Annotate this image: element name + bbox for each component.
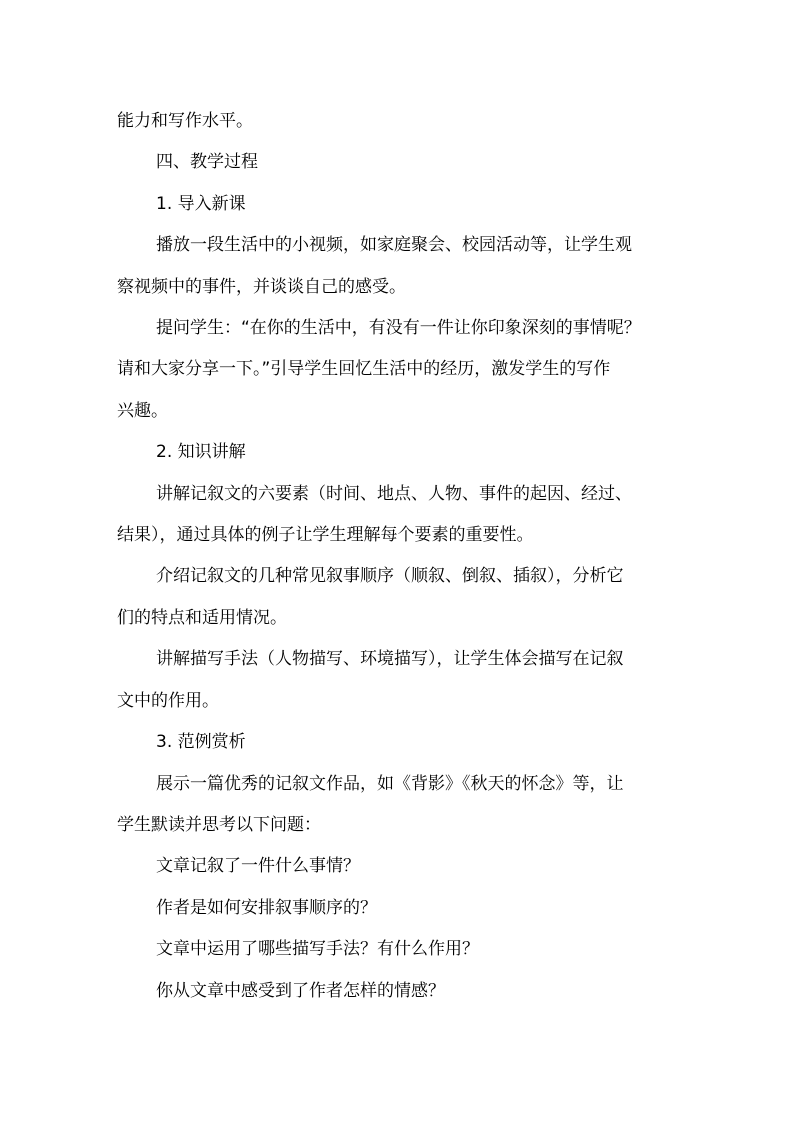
- paragraph-line: 讲解描写手法（人物描写、环境描写），让学生体会描写在记叙: [156, 649, 624, 670]
- question-item: 文章中运用了哪些描写手法？有什么作用？: [156, 939, 479, 960]
- section-heading-teaching-process: 四、教学过程: [156, 152, 258, 173]
- paragraph-line: 展示一篇优秀的记叙文作品，如《背影》《秋天的怀念》等，让: [156, 773, 624, 794]
- subheading-example-analysis: 3. 范例赏析: [156, 732, 246, 753]
- question-item: 你从文章中感受到了作者怎样的情感？: [156, 980, 445, 1001]
- paragraph-line: 讲解记叙文的六要素（时间、地点、人物、事件的起因、经过、: [156, 483, 632, 504]
- question-item: 作者是如何安排叙事顺序的？: [156, 897, 377, 918]
- paragraph-line: 学生默读并思考以下问题：: [117, 814, 321, 835]
- paragraph-line: 结果），通过具体的例子让学生理解每个要素的重要性。: [117, 525, 534, 546]
- subheading-knowledge-explanation: 2. 知识讲解: [156, 442, 246, 463]
- paragraph-line: 文中的作用。: [117, 690, 219, 711]
- paragraph-line: 们的特点和适用情况。: [117, 607, 287, 628]
- paragraph-line: 提问学生：“在你的生活中，有没有一件让你印象深刻的事情呢？: [156, 318, 641, 339]
- question-item: 文章记叙了一件什么事情？: [156, 856, 360, 877]
- paragraph-line: 察视频中的事件，并谈谈自己的感受。: [117, 276, 406, 297]
- paragraph-line: 介绍记叙文的几种常见叙事顺序（顺叙、倒叙、插叙），分析它: [156, 566, 624, 587]
- paragraph-continuation-line: 能力和写作水平。: [117, 111, 253, 131]
- document-body: [117, 101, 677, 1012]
- paragraph-line: 请和大家分享一下。”引导学生回忆生活中的经历，激发学生的写作: [117, 359, 611, 380]
- subheading-introduction: 1. 导入新课: [156, 193, 246, 214]
- paragraph-line: 兴趣。: [117, 400, 168, 421]
- paragraph-line: 播放一段生活中的小视频，如家庭聚会、校园活动等，让学生观: [156, 235, 632, 256]
